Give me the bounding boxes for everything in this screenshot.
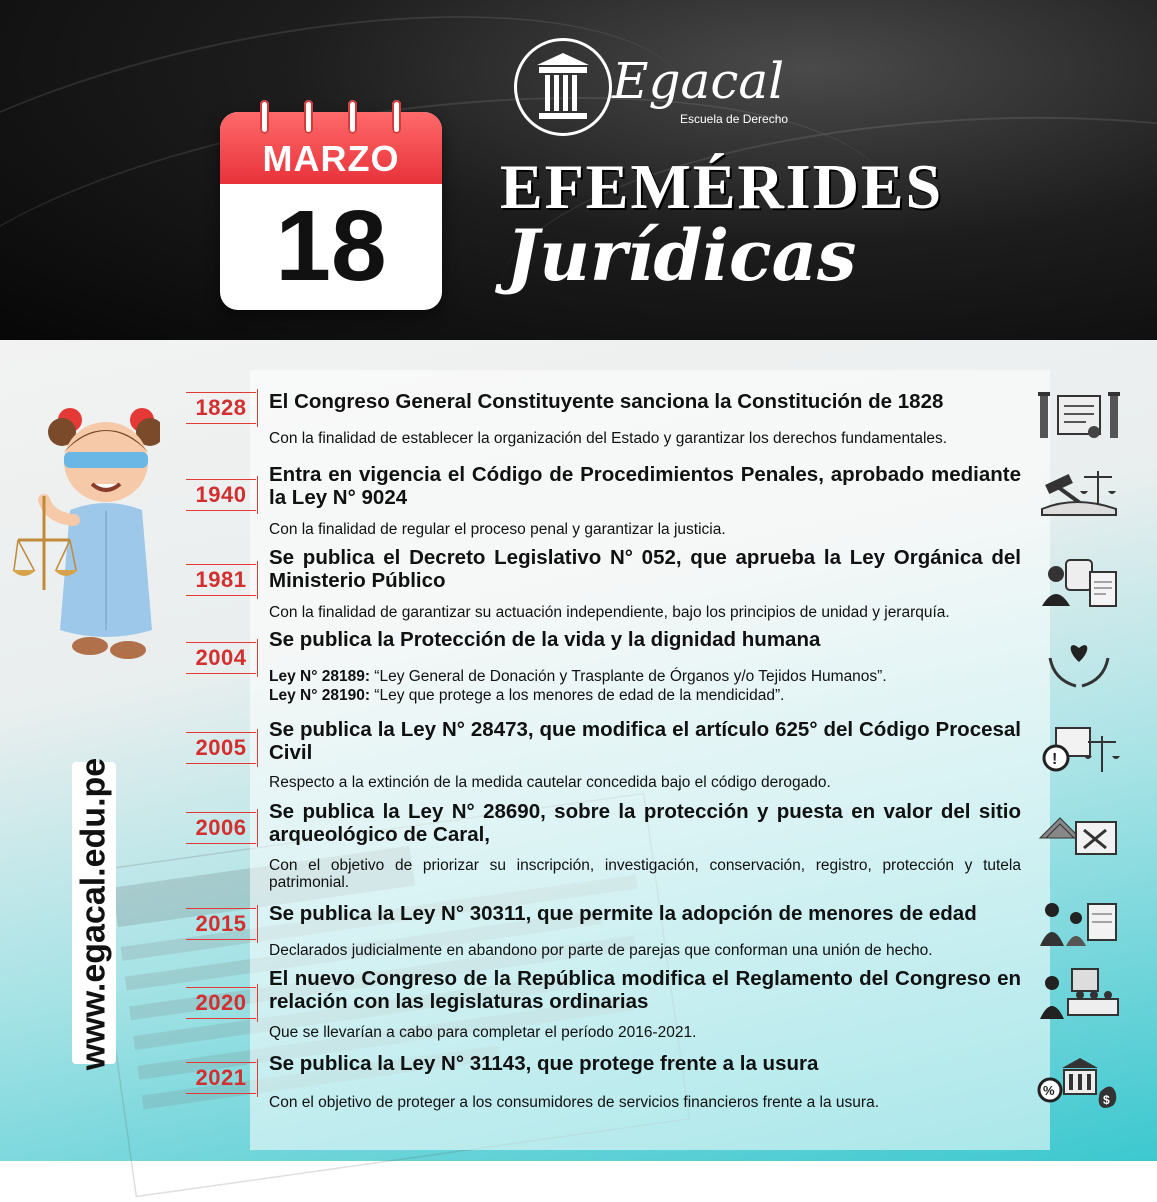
entry-title: Se publica el Decreto Legislativo N° 052, que aprueba la Ley Orgánica del Ministerio Público [269,546,1021,592]
constitution-scroll-icon [1036,388,1122,444]
family-adoption-icon [1036,896,1122,952]
law-2-text: “Ley que protege a los menores de edad de la mendicidad”. [369,687,785,704]
law-1-text: “Ley General de Donación y Trasplante de Órganos y/o Tejidos Humanos”. [369,668,887,685]
calendar-ring-icon [392,100,401,134]
year-label: 2005 [195,735,247,760]
entry-title: Se publica la Ley N° 28690, sobre la protección y puesta en valor del sitio arqueológico de Caral, [269,800,1021,846]
calendar-month: MARZO [262,138,400,179]
calendar-badge [220,112,442,310]
calendar-day: 18 [275,190,387,302]
year-badge [186,732,256,764]
year-badge [186,908,256,940]
law-1-label: Ley N° 28189: [269,668,370,685]
year-label: 2006 [195,815,247,840]
year-badge [186,479,256,511]
entry-law-1 [269,668,1021,685]
column-logo-icon [514,38,612,136]
year-label: 2020 [195,990,247,1015]
entry-description: Con la finalidad de establecer la organización del Estado y garantizar los derechos fundamentales. [269,430,948,447]
website-link[interactable]: www.egacal.edu.pe [74,757,113,1071]
entry-title: El Congreso General Constituyente sanciona la Constitución de 1828 [269,390,944,413]
year-label: 2015 [195,911,247,936]
entry-law-2 [269,687,1021,704]
entry-title: Entra en vigencia el Código de Procedimientos Penales, aprobado mediante la Ley N° 9024 [269,463,1021,509]
entry-description: Con la finalidad de garantizar su actuación independiente, bajo los principios de unidad y jerarquía. [269,604,950,621]
entry-description: Con el objetivo de priorizar su inscripción, investigación, conservación, registro, protección y tutela patrimonial. [269,857,1021,891]
calendar-ring-icon [348,100,357,134]
congress-session-icon [1036,965,1122,1021]
calendar-ring-icon [260,100,269,134]
svg-text:$: $ [1103,1093,1110,1107]
entry-description: Respecto a la extinción de la medida cautelar concedida bajo el código derogado. [269,774,831,791]
year-label: 1828 [195,395,247,420]
brand-name: Egacal [612,52,785,110]
bank-money-icon [1036,1054,1122,1110]
year-label: 1981 [195,567,247,592]
year-label: 2004 [195,645,247,670]
header-banner [0,0,1157,340]
year-badge [186,812,256,844]
entry-title: Se publica la Ley N° 30311, que permite la adopción de menores de edad [269,902,977,925]
entry-title: Se publica la Ley N° 31143, que protege frente a la usura [269,1052,819,1075]
svg-text:!: ! [1052,751,1058,768]
lady-justice-mascot [10,400,160,670]
entry-description: Declarados judicialmente en abandono por parte de parejas que conforman una unión de hecho. [269,942,933,959]
year-badge [186,392,256,424]
entry-title: Se publica la Ley N° 28473, que modifica el artículo 625° del Código Procesal Civil [269,718,1021,764]
entry-title: Se publica la Protección de la vida y la dignidad humana [269,628,821,651]
law-2-label: Ley N° 28190: [269,687,370,704]
year-badge [186,987,256,1019]
year-label: 1940 [195,482,247,507]
archaeological-site-icon [1036,804,1122,860]
gavel-scales-icon [1036,465,1122,521]
year-label: 2021 [195,1065,247,1090]
calendar-ring-icon [304,100,313,134]
entry-title: El nuevo Congreso de la República modifica el Reglamento del Congreso en relación con las legislaturas ordinarias [269,967,1021,1013]
page-title: EFEMÉRIDES [500,151,944,222]
legal-warning-scales-icon [1036,724,1122,780]
heart-hands-icon [1036,634,1122,690]
year-badge [186,642,256,674]
entry-description: Que se llevarían a cabo para completar el período 2016-2021. [269,1024,697,1041]
year-badge [186,564,256,596]
year-badge [186,1062,256,1094]
entry-description: Con la finalidad de regular el proceso penal y garantizar la justicia. [269,521,726,538]
page-subtitle: Jurídicas [506,214,857,297]
prosecutor-documents-icon [1036,556,1122,612]
brand-subtitle: Escuela de Derecho [680,112,789,126]
svg-text:%: % [1043,1083,1055,1098]
entry-description: Con el objetivo de proteger a los consumidores de servicios financieros frente a la usura. [269,1094,879,1111]
